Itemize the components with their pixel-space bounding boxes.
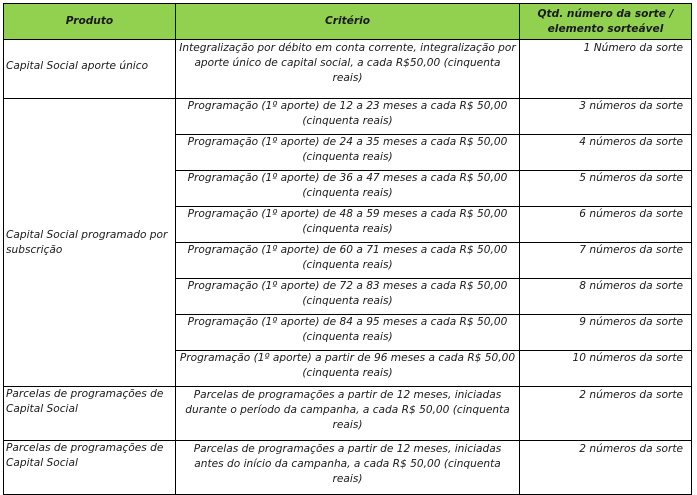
header-produto: Produto [4, 4, 176, 40]
cell-criterio: Programação (1º aporte) de 12 a 23 meses a cada R$ 50,00 (cinquenta reais) [176, 99, 520, 135]
cell-criterio: Integralização por débito em conta corrente, integralização por aporte único de capital social, a cada R$50,00 (cinquenta reais) [176, 40, 520, 99]
cell-qtd: 8 números da sorte [520, 279, 692, 315]
cell-criterio: Programação (1º aporte) de 84 a 95 meses a cada R$ 50,00 (cinquenta reais) [176, 315, 520, 351]
cell-qtd: 2 números da sorte [520, 387, 692, 441]
cell-criterio: Programação (1º aporte) a partir de 96 meses a cada R$ 50,00 (cinquenta reais) [176, 351, 520, 387]
cell-qtd: 1 Número da sorte [520, 40, 692, 99]
cell-criterio: Programação (1º aporte) de 48 a 59 meses a cada R$ 50,00 (cinquenta reais) [176, 207, 520, 243]
cell-produto: Parcelas de programações de Capital Social [4, 441, 176, 495]
header-qtd: Qtd. número da sorte / elemento sorteável [520, 4, 692, 40]
table-row [4, 387, 692, 441]
table-row [4, 99, 692, 135]
cell-criterio: Programação (1º aporte) de 60 a 71 meses a cada R$ 50,00 (cinquenta reais) [176, 243, 520, 279]
cell-criterio: Programação (1º aporte) de 36 a 47 meses a cada R$ 50,00 (cinquenta reais) [176, 171, 520, 207]
header-criterio: Critério [176, 4, 520, 40]
table-row [4, 441, 692, 495]
table-row [4, 40, 692, 99]
cell-qtd: 2 números da sorte [520, 441, 692, 495]
cell-produto: Parcelas de programações de Capital Social [4, 387, 176, 441]
cell-qtd: 5 números da sorte [520, 171, 692, 207]
table-header-row [4, 4, 692, 40]
cell-criterio: Programação (1º aporte) de 72 a 83 meses a cada R$ 50,00 (cinquenta reais) [176, 279, 520, 315]
cell-qtd: 3 números da sorte [520, 99, 692, 135]
cell-criterio: Parcelas de programações a partir de 12 meses, iniciadas durante o período da campanha, a cada R$ 50,00 (cinquenta reais) [176, 387, 520, 441]
document-page [3, 3, 692, 495]
cell-criterio: Parcelas de programações a partir de 12 meses, iniciadas antes do início da campanha, a cada R$ 50,00 (cinquenta reais) [176, 441, 520, 495]
cell-qtd: 6 números da sorte [520, 207, 692, 243]
promotion-table [3, 3, 692, 495]
cell-criterio: Programação (1º aporte) de 24 a 35 meses a cada R$ 50,00 (cinquenta reais) [176, 135, 520, 171]
cell-produto: Capital Social programado por subscrição [4, 99, 176, 387]
cell-qtd: 10 números da sorte [520, 351, 692, 387]
cell-qtd: 4 números da sorte [520, 135, 692, 171]
cell-qtd: 9 números da sorte [520, 315, 692, 351]
cell-qtd: 7 números da sorte [520, 243, 692, 279]
cell-produto: Capital Social aporte único [4, 40, 176, 99]
